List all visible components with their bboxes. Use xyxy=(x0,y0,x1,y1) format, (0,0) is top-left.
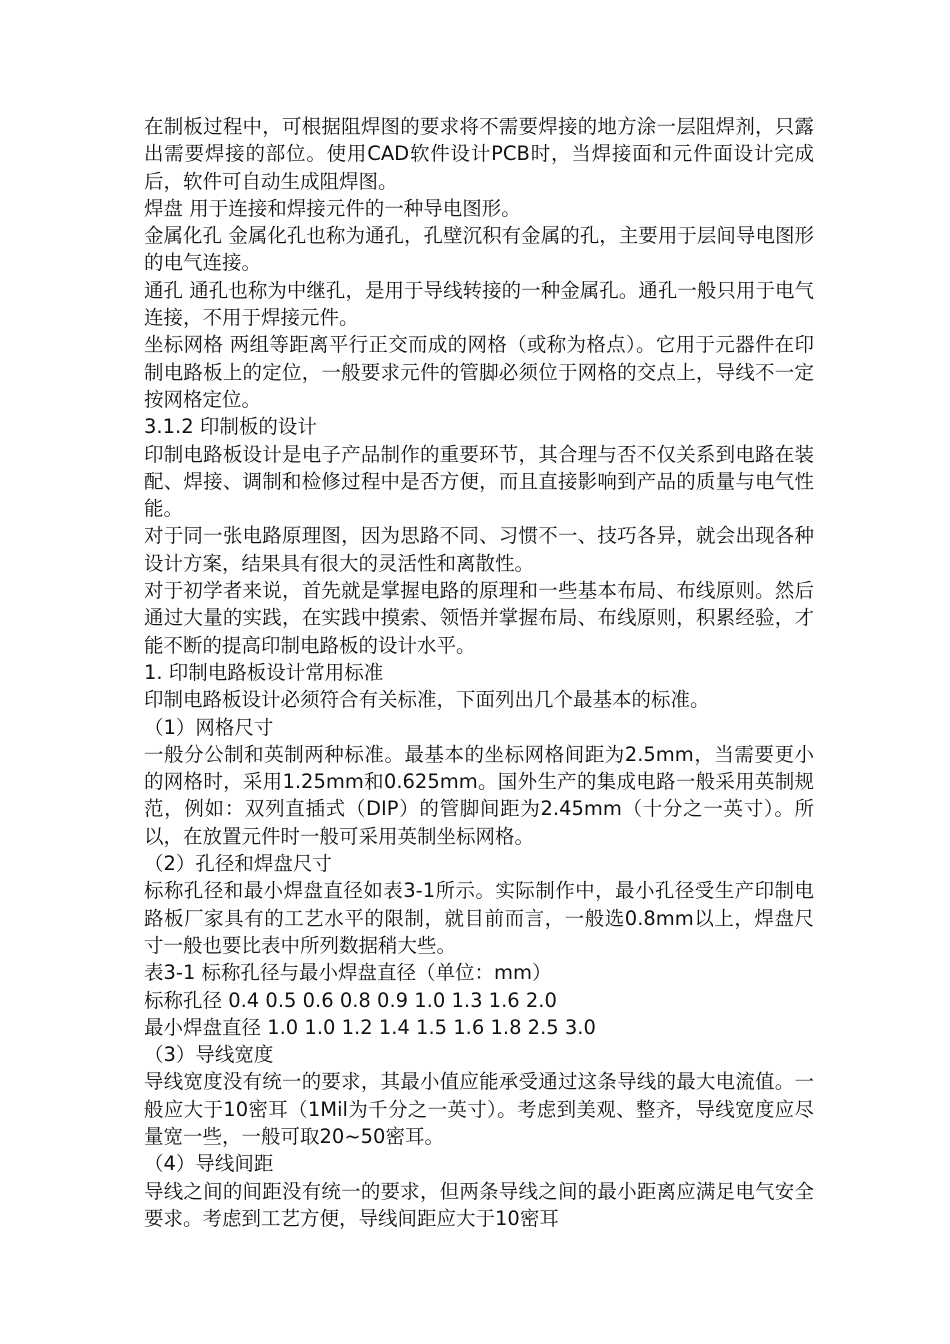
paragraph-via-definition: 通孔 通孔也称为中继孔，是用于导线转接的一种金属孔。通孔一般只用于电气连接，不用于焊接元件。 xyxy=(144,278,814,330)
table-row-min-pad: 最小焊盘直径 1.0 1.0 1.2 1.4 1.5 1.6 1.8 2.5 3.0 xyxy=(144,1015,596,1039)
paragraph-pad-definition: 焊盘 用于连接和焊接元件的一种导电图形。 xyxy=(144,196,521,220)
paragraph-grid-size: 一般分公制和英制两种标准。最基本的坐标网格间距为2.5mm，当需要更小的网格时，采用1.25mm和0.625mm。国外生产的集成电路一般采用英制规范，例如：双列直插式（DIP）的管脚间距为2.45mm（十分之一英寸）。所以，在放置元件时一般可采用英制坐标网格。 xyxy=(144,742,814,848)
paragraph-trace-spacing: 导线之间的间距没有统一的要求，但两条导线之间的最小距离应满足电气安全要求。考虑到工艺方便，导线间距应大于10密耳 xyxy=(144,1179,814,1230)
paragraph-solder-mask: 在制板过程中，可根据阻焊图的要求将不需要焊接的地方涂一层阻焊剂，只露出需要焊接的部位。使用CAD软件设计PCB时，当焊接面和元件面设计完成后，软件可自动生成阻焊图。 xyxy=(144,115,814,193)
section-heading-3-1-2: 3.1.2 印制板的设计 xyxy=(144,415,317,439)
item-heading-hole-pad-size: （2）孔径和焊盘尺寸 xyxy=(144,852,332,876)
item-heading-grid-size: （1）网格尺寸 xyxy=(144,715,274,739)
paragraph-standards-intro: 印制电路板设计必须符合有关标准，下面列出几个最基本的标准。 xyxy=(144,688,710,712)
paragraph-plated-hole-definition: 金属化孔 金属化孔也称为通孔，孔壁沉积有金属的孔，主要用于层间导电图形的电气连接。 xyxy=(144,224,814,275)
item-heading-trace-width: （3）导线宽度 xyxy=(144,1043,274,1067)
item-heading-trace-spacing: （4）导线间距 xyxy=(144,1152,274,1176)
paragraph-hole-pad-size: 标称孔径和最小焊盘直径如表3-1所示。实际制作中，最小孔径受生产印制电路板厂家具有的工艺水平的限制，就目前而言，一般选0.8mm以上，焊盘尺寸一般也要比表中所列数据稍大些。 xyxy=(144,879,814,957)
document-page xyxy=(144,113,814,1232)
paragraph-beginner-advice: 对于初学者来说，首先就是掌握电路的原理和一些基本布局、布线原则。然后通过大量的实践，在实践中摸索、领悟并掌握布局、布线原则，积累经验，才能不断的提高印制电路板的设计水平。 xyxy=(144,579,814,657)
table-row-nominal-hole: 标称孔径 0.4 0.5 0.6 0.8 0.9 1.0 1.3 1.6 2.0 xyxy=(144,988,557,1012)
paragraph-design-variety: 对于同一张电路原理图，因为思路不同、习惯不一、技巧各异，就会出现各种设计方案，结果具有很大的灵活性和离散性。 xyxy=(144,524,814,575)
paragraph-grid-definition: 坐标网格 两组等距离平行正交而成的网格（或称为格点）。它用于元器件在印制电路板上的定位，一般要求元件的管脚必须位于网格的交点上，导线不一定按网格定位。 xyxy=(144,333,814,411)
paragraph-trace-width: 导线宽度没有统一的要求，其最小值应能承受通过这条导线的最大电流值。一般应大于10密耳（1Mil为千分之一英寸）。考虑到美观、整齐，导线宽度应尽量宽一些，一般可取20~50密耳。 xyxy=(144,1070,814,1148)
subsection-heading-standards: 1. 印制电路板设计常用标准 xyxy=(144,660,384,684)
table-caption: 表3-1 标称孔径与最小焊盘直径（单位：mm） xyxy=(144,961,552,985)
paragraph-pcb-design-importance: 印制电路板设计是电子产品制作的重要环节，其合理与否不仅关系到电路在装配、焊接、调制和检修过程中是否方便，而且直接影响到产品的质量与电气性能。 xyxy=(144,442,814,521)
